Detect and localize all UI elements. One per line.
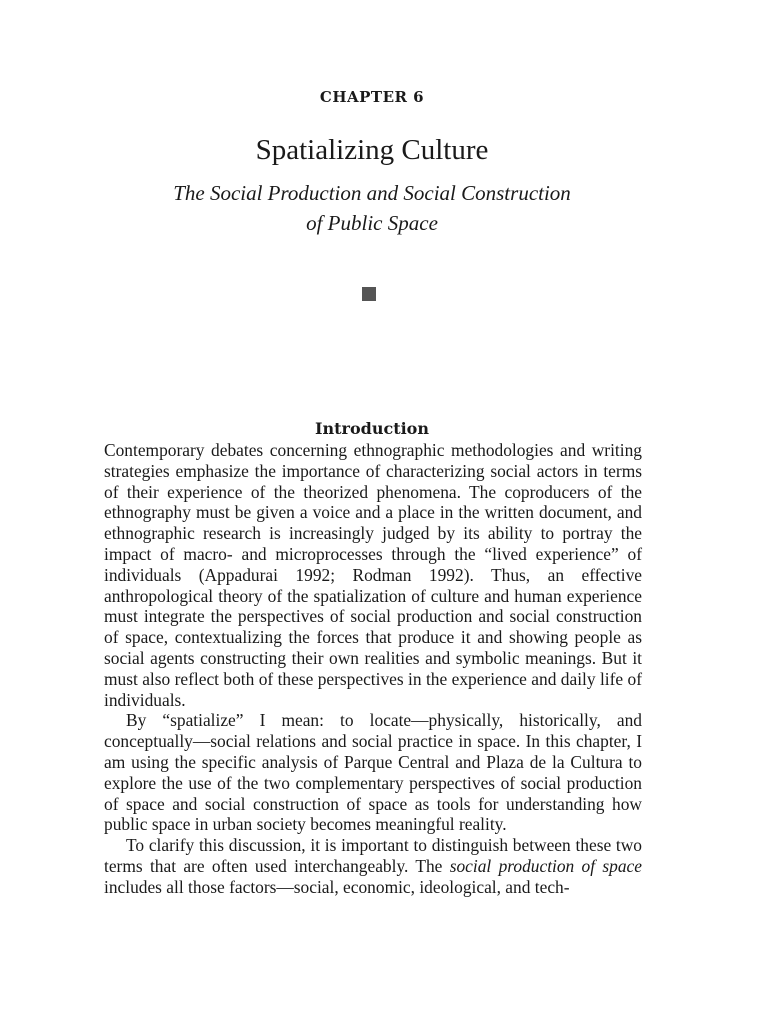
paragraph-2: By “spatialize” I mean: to locate—physically, historically, and conceptually—social relations and social practice in space. In this chapter, I am using the specific analysis of Parque Central and Plaza de la Cultura to explore the use of the two complementary perspectives of social production of space and social construction of space as tools for understanding how public space in urban society becomes meaningful reality. bbox=[104, 710, 642, 835]
paragraph-3 bbox=[104, 835, 642, 897]
paragraph-3-italic-term: social production of space bbox=[449, 855, 642, 876]
chapter-label: CHAPTER 6 bbox=[319, 88, 425, 106]
chapter-title: Spatializing Culture bbox=[255, 134, 489, 166]
body-text bbox=[104, 440, 642, 898]
ornament-square-icon bbox=[362, 287, 376, 301]
chapter-subtitle-line-2: of Public Space bbox=[306, 211, 438, 235]
paragraph-1: Contemporary debates concerning ethnographic methodologies and writing strategies emphasize the importance of characterizing social actors in terms of their experience of the theorized phenomena. The coproducers of the ethnography must be given a voice and a place in the written document, and ethnographic research is increasingly judged by its ability to portray the impact of macro- and microprocesses through the “lived experience” of individuals (Appadurai 1992; Rodman 1992). Thus, an effective anthropological theory of the spatialization of culture and human experience must integrate the perspectives of social production and social construction of space, contextualizing the forces that produce it and showing people as social agents constructing their own realities and symbolic meanings. But it must also reflect both of these perspectives in the experience and daily life of individuals. bbox=[104, 440, 642, 710]
chapter-subtitle-line-1: The Social Production and Social Construction bbox=[173, 181, 571, 205]
paragraph-3-end: includes all those factors—social, economic, ideological, and tech- bbox=[104, 876, 570, 897]
chapter-subtitle bbox=[0, 178, 744, 238]
section-heading: Introduction bbox=[315, 419, 429, 438]
paragraph-3-start: To clarify this discussion, it is important to distinguish between these two terms that are often used interchangeably. The bbox=[104, 835, 642, 876]
